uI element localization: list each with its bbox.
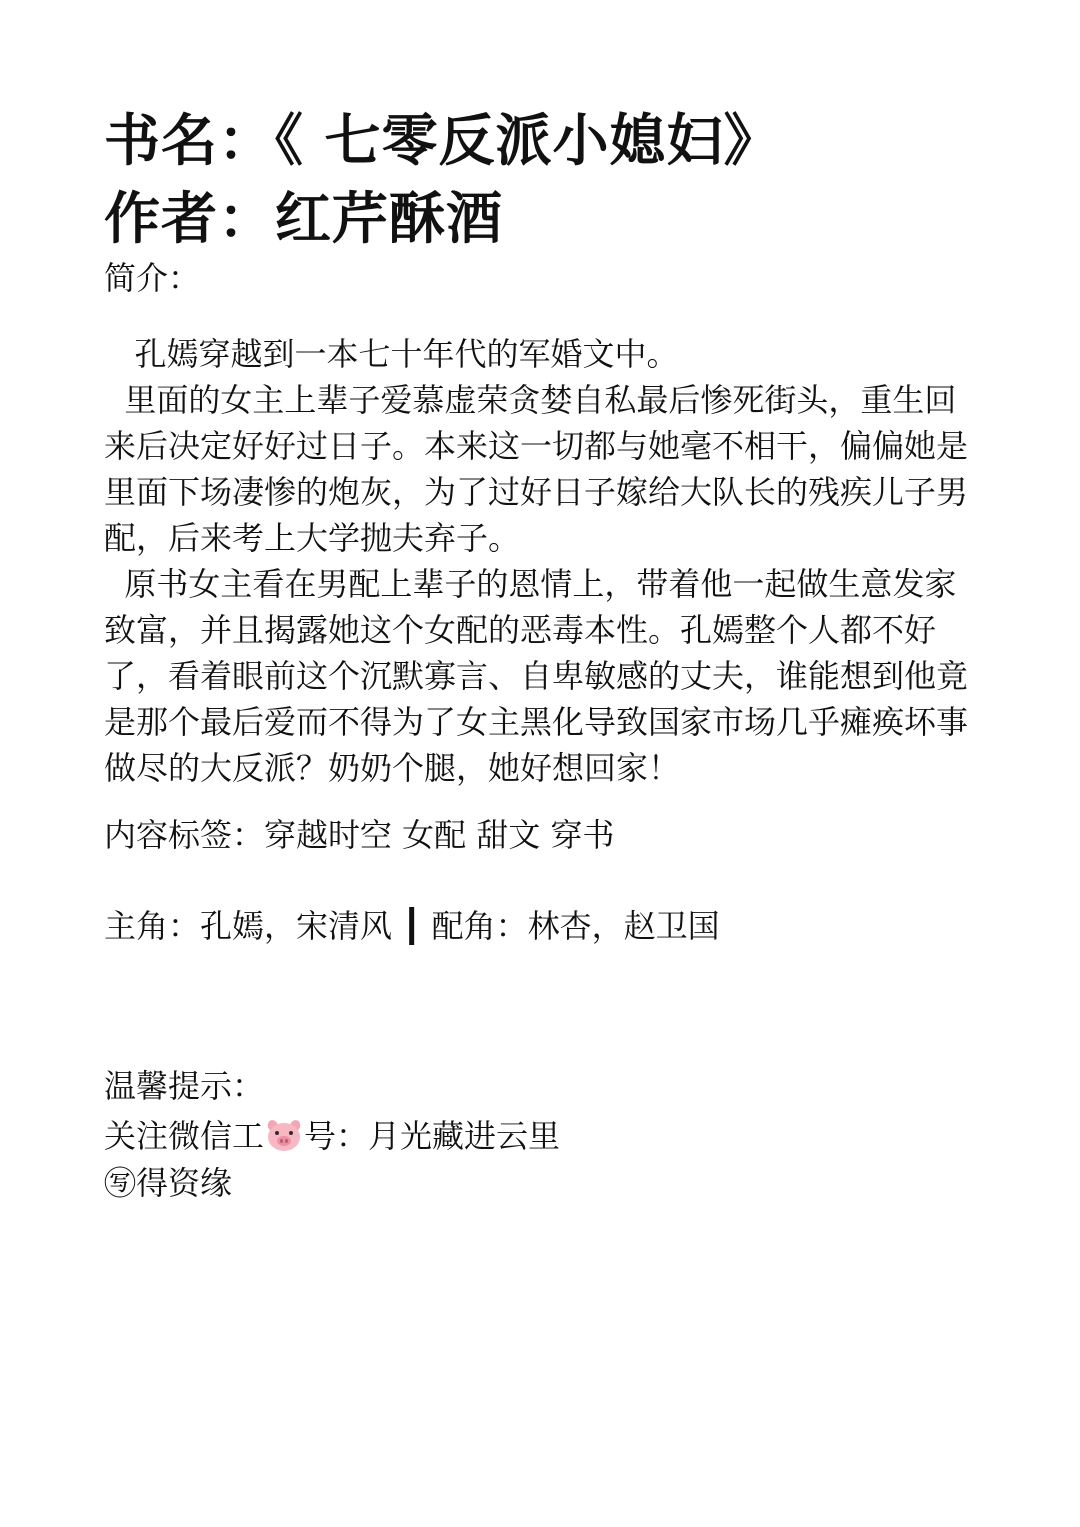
tip-follow-prefix: 关注微信工 (104, 1117, 265, 1155)
intro-label: 简介： (104, 259, 201, 297)
tip-resource-line: ㊢得资缘 (104, 1164, 233, 1202)
intro-summary (104, 331, 976, 791)
content-tags: 内容标签：穿越时空 女配 甜文 穿书 (104, 816, 615, 854)
book-title: 书名：《 七零反派小媳妇》 (104, 109, 781, 174)
pig-face-icon (266, 1119, 302, 1153)
tip-label: 温馨提示： (104, 1067, 265, 1105)
character-roles: 主角：孔嫣，宋清风 ┃ 配角：林杏，赵卫国 (104, 907, 720, 945)
summary-paragraph-1: 孔嫣穿越到一本七十年代的军婚文中。 (104, 335, 679, 373)
summary-paragraph-3: 原书女主看在男配上辈子的恩情上，带着他一起做生意发家致富，并且揭露她这个女配的恶毒本性。孔嫣整个人都不好了，看着眼前这个沉默寡言、自卑敏感的丈夫，谁能想到他竟是那个最后爱而不得为了女主黑化导致国家市场几乎瘫痪坏事做尽的大反派？奶奶个腿，她好想回家！ (104, 565, 969, 787)
tip-follow-suffix: 号：月光藏进云里 (304, 1117, 561, 1155)
summary-paragraph-2: 里面的女主上辈子爱慕虚荣贪婪自私最后惨死街头，重生回来后决定好好过日子。本来这一切都与她毫不相干，偏偏她是里面下场凄惨的炮灰，为了过好日子嫁给大队长的残疾儿子男配，后来考上大学抛夫弃子。 (104, 381, 969, 557)
book-author: 作者：红芹酥酒 (104, 187, 503, 252)
tip-follow-line (104, 1113, 560, 1159)
